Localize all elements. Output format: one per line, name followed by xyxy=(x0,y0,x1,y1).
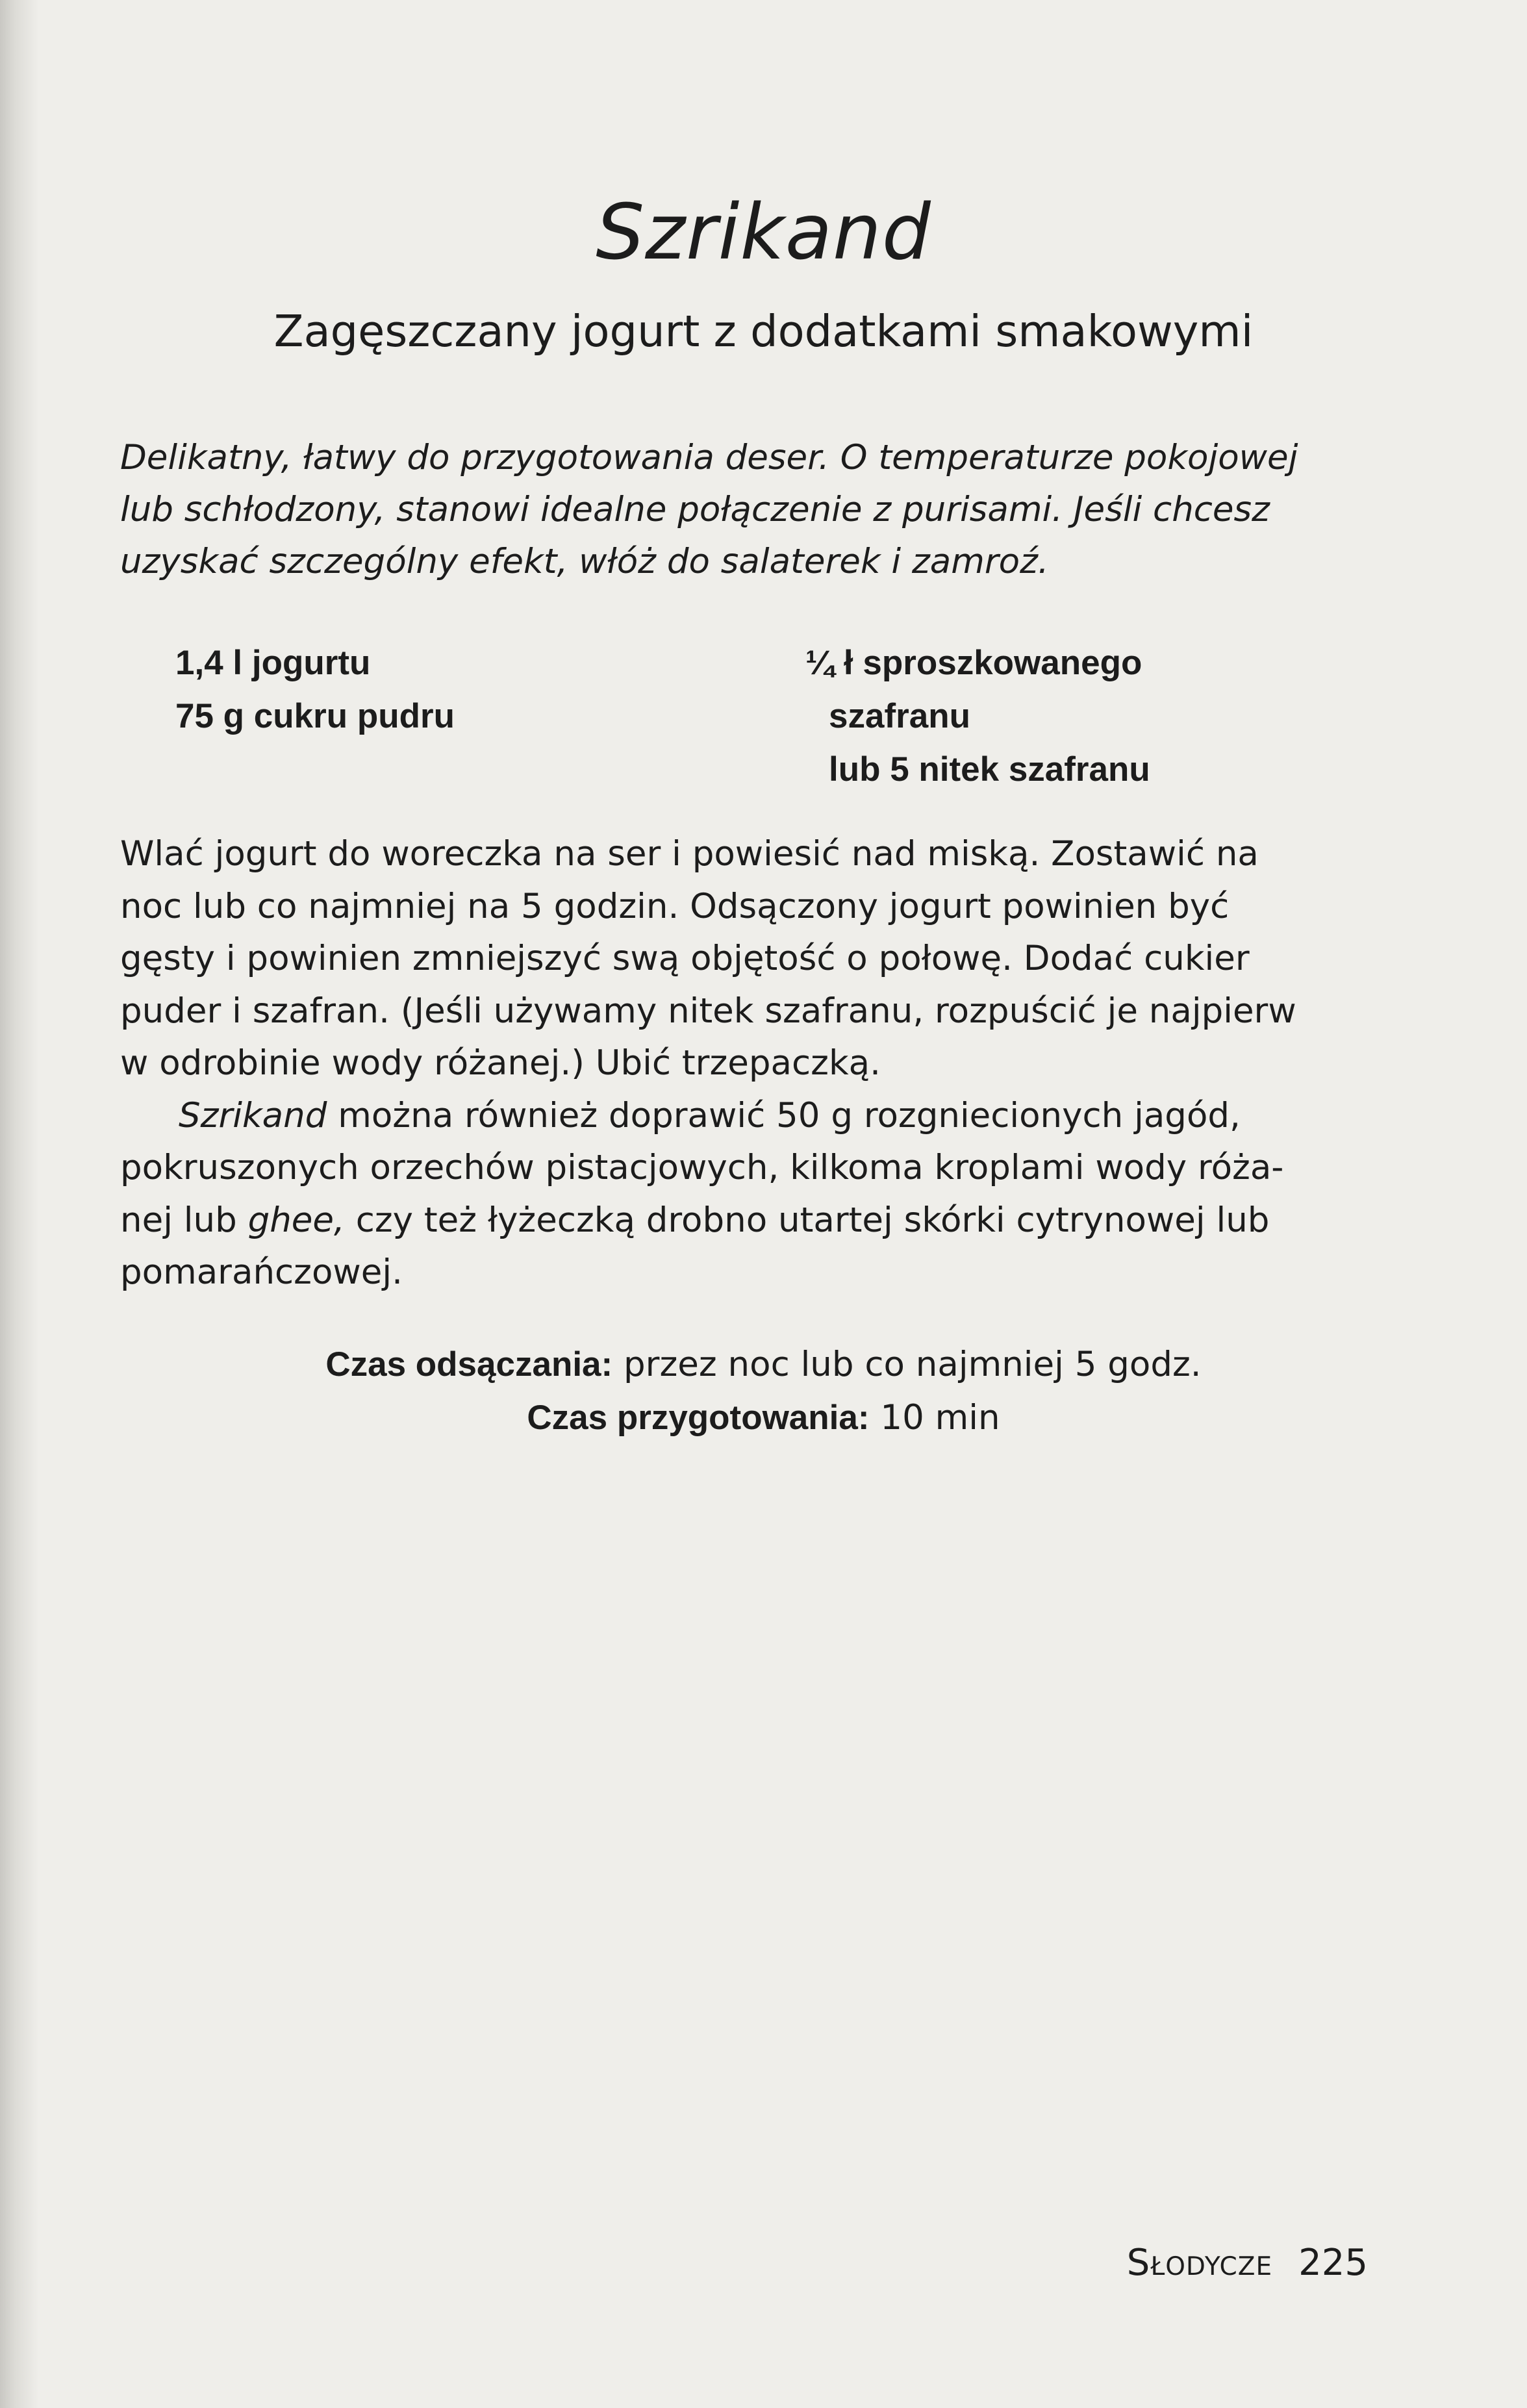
instruction-line: gęsty i powinien zmniejszyć swą objętość o połowę. Dodać cukier xyxy=(120,939,1250,978)
section-name: Słodycze xyxy=(1126,2242,1273,2284)
ingredient-item: ¼ ł sproszkowanego xyxy=(805,644,1142,682)
instruction-line: Wlać jogurt do woreczka na ser i powiesić nad miską. Zostawić na xyxy=(120,834,1259,874)
intro-line: lub schłodzony, stanowi idealne połączenie z purisami. Jeśli chcesz xyxy=(120,490,1270,529)
variation-line xyxy=(120,1195,1380,1247)
prep-time-value: 10 min xyxy=(869,1398,1000,1438)
variation-line: pokruszonych orzechów pistacjowych, kilkoma kroplami wody róża- xyxy=(120,1148,1284,1187)
recipe-times xyxy=(0,1338,1527,1445)
ingredient-item: 75 g cukru pudru xyxy=(175,697,455,735)
ingredient-item-continuation: lub 5 nitek szafranu xyxy=(829,750,1150,789)
ingredient-item: 1,4 l jogurtu xyxy=(175,644,371,682)
prep-time-label: Czas przygotowania: xyxy=(527,1399,870,1437)
variation-line: pomarańczowej. xyxy=(120,1252,403,1292)
recipe-name-italic: Szrikand xyxy=(179,1095,327,1135)
ingredients-right-column xyxy=(805,637,1150,796)
ghee-italic: ghee, xyxy=(247,1200,345,1240)
page-number: 225 xyxy=(1298,2242,1368,2284)
instruction-line: puder i szafran. (Jeśli używamy nitek szafranu, rozpuścić je najpierw xyxy=(120,991,1296,1031)
page-footer xyxy=(1127,2241,1368,2285)
drain-time-value: przez noc lub co najmniej 5 godz. xyxy=(612,1345,1202,1384)
prep-time xyxy=(0,1391,1527,1445)
variation-text: można również doprawić 50 g rozgniecionych jagód, xyxy=(327,1095,1241,1135)
instruction-line: w odrobinie wody różanej.) Ubić trzepaczką. xyxy=(120,1043,881,1083)
variation-line xyxy=(120,1090,1380,1143)
page-gutter-shadow xyxy=(0,0,39,2408)
intro-line: uzyskać szczególny efekt, włóż do salaterek i zamroź. xyxy=(120,542,1049,581)
drain-time xyxy=(0,1338,1527,1391)
variation-text: nej lub xyxy=(120,1200,248,1240)
instruction-line: noc lub co najmniej na 5 godzin. Odsączony jogurt powinien być xyxy=(120,886,1230,926)
ingredient-item-continuation: szafranu xyxy=(829,697,970,735)
ingredients-left-column xyxy=(175,637,455,743)
recipe-title: Szrikand xyxy=(596,187,931,277)
recipe-subtitle: Zagęszczany jogurt z dodatkami smakowymi xyxy=(273,306,1254,357)
recipe-intro xyxy=(120,432,1380,588)
recipe-instructions xyxy=(120,828,1380,1299)
variation-text: czy też łyżeczką drobno utartej skórki cytrynowej lub xyxy=(344,1200,1270,1240)
intro-line: Delikatny, łatwy do przygotowania deser. O temperaturze pokojowej xyxy=(120,438,1298,477)
drain-time-label: Czas odsączania: xyxy=(325,1345,613,1384)
